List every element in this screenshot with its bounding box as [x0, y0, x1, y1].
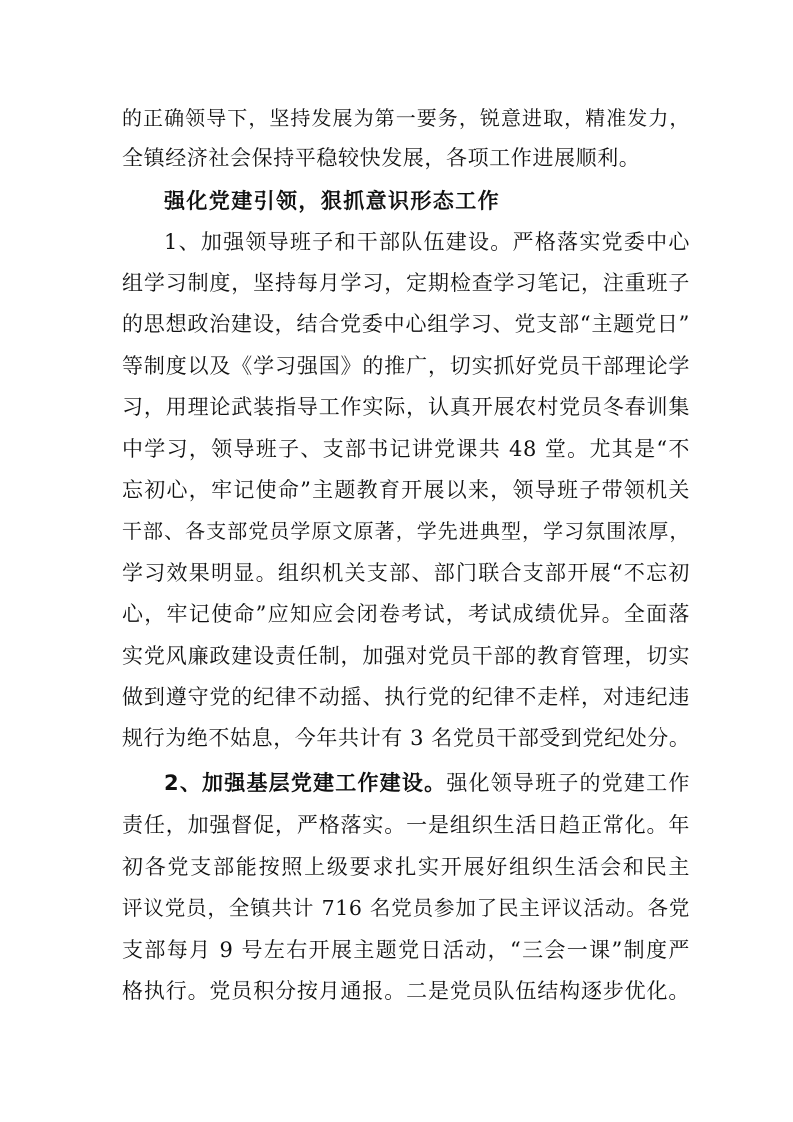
intro-line-2: 全镇经济社会保持平稳较快发展，各项工作进展顺利。 [122, 146, 641, 170]
p1-line-8: 干部、各支部党员学原文原著，学先进典型，学习氛围浓厚， [122, 519, 690, 543]
section-heading: 强化党建引领，狠抓意识形态工作 [164, 189, 500, 213]
p2-line-5: 支部每月 9 号左右开展主题党日活动，“三会一课”制度严 [122, 938, 690, 962]
p2-line-3: 初各党支部能按照上级要求扎实开展好组织生活会和民主 [122, 855, 690, 879]
p1-line-4: 等制度以及《学习强国》的推广，切实抓好党员干部理论学 [122, 354, 690, 378]
p2-lead-rest: 强化领导班子的党建工作 [446, 771, 690, 795]
p2-line-4: 评议党员，全镇共计 716 名党员参加了民主评议活动。各党 [122, 896, 690, 920]
p1-line-11: 实党风廉政建设责任制，加强对党员干部的教育管理，切实 [122, 644, 690, 668]
intro-line-1: 的正确领导下，坚持发展为第一要务，锐意进取，精准发力， [122, 106, 690, 130]
p2-line-2: 责任，加强督促，严格落实。一是组织生活日趋正常化。年 [122, 813, 690, 837]
p1-line-6: 中学习，领导班子、支部书记讲党课共 48 堂。尤其是“不 [122, 437, 690, 461]
p2-lead-bold: 2、加强基层党建工作建设。 [164, 771, 447, 795]
p1-line-9: 学习效果明显。组织机关支部、部门联合支部开展“不忘初 [122, 561, 690, 585]
p1-line-7: 忘初心，牢记使命”主题教育开展以来，领导班子带领机关 [122, 478, 690, 502]
p1-line-10: 心，牢记使命”应知应会闭卷考试，考试成绩优异。全面落 [122, 602, 690, 626]
p2-line-6: 格执行。党员积分按月通报。二是党员队伍结构逐步优化。 [122, 979, 690, 1003]
p1-line-13: 规行为绝不姑息，今年共计有 3 名党员干部受到党纪处分。 [122, 726, 691, 750]
p1-line-5: 习，用理论武装指导工作实际，认真开展农村党员冬春训集 [122, 395, 690, 419]
p1-line-12: 做到遵守党的纪律不动摇、执行党的纪律不走样，对违纪违 [122, 685, 690, 709]
p1-line-2: 组学习制度，坚持每月学习，定期检查学习笔记，注重班子 [122, 271, 690, 295]
p1-line-1: 1、加强领导班子和干部队伍建设。严格落实党委中心 [164, 230, 690, 254]
p1-line-3: 的思想政治建设，结合党委中心组学习、党支部“主题党日” [122, 312, 690, 336]
p2-line-1 [164, 768, 690, 798]
